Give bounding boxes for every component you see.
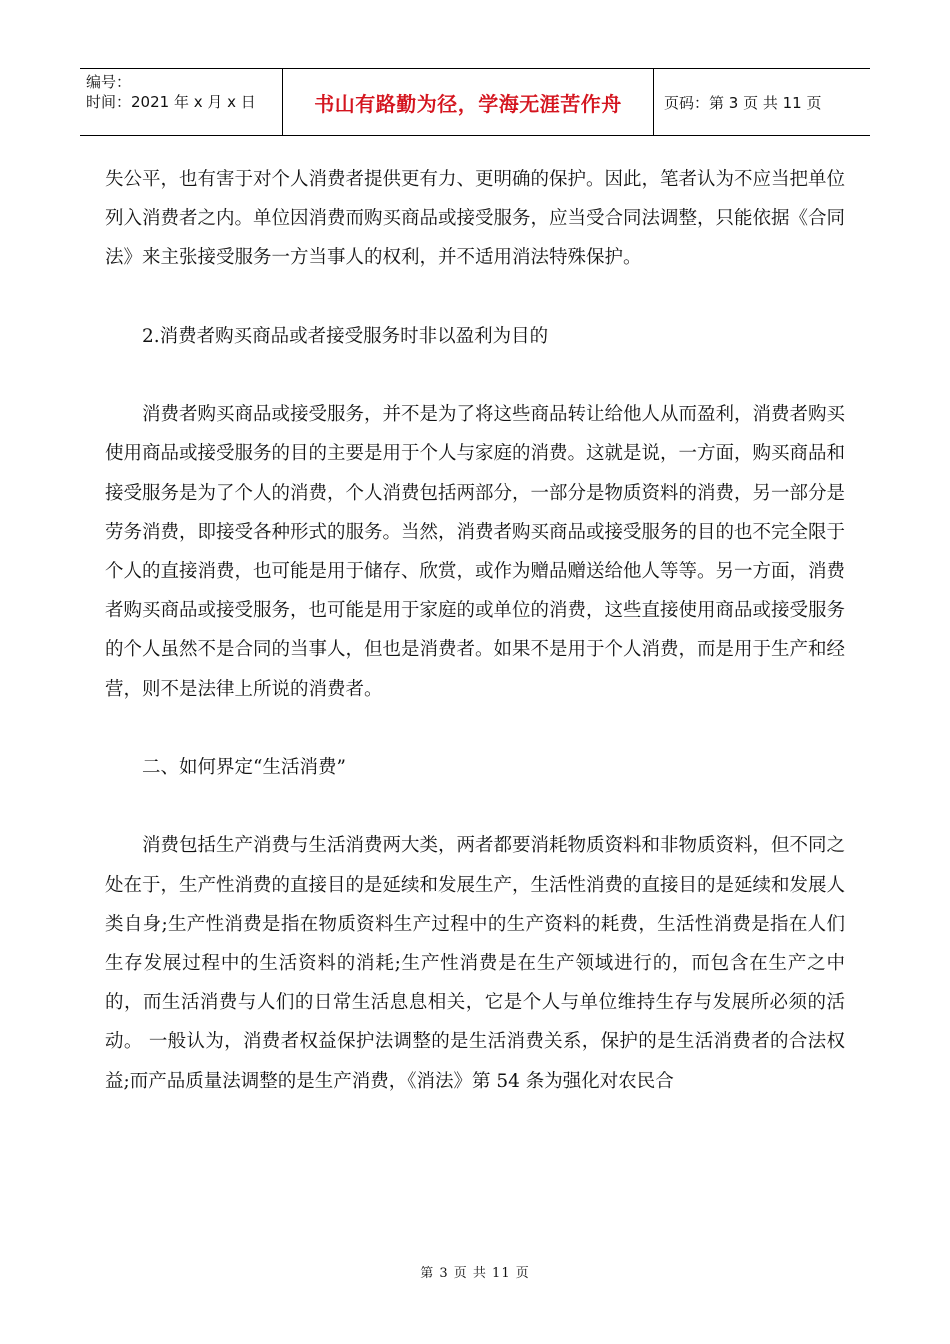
header-page-number: 页码：第 3 页 共 11 页 xyxy=(664,93,822,112)
document-body xyxy=(105,160,845,1101)
page-footer: 第 3 页 共 11 页 xyxy=(420,1266,530,1281)
document-number-label: 编号： xyxy=(86,73,132,91)
paragraph-consumer-purpose: 消费者购买商品或接受服务，并不是为了将这些商品转让给他人从而盈利，消费者购买使用商品或接受服务的目的主要是用于个人与家庭的消费。这就是说，一方面，购买商品和接受服务是为了个人的消费，个人消费包括两部分，一部分是物质资料的消费，另一部分是劳务消费，即接受各种形式的服务。当然，消费者购买商品或接受服务的目的也不完全限于个人的直接消费，也可能是用于储存、欣赏，或作为赠品赠送给他人等等。另一方面，消费者购买商品或接受服务，也可能是用于家庭的或单位的消费，这些直接使用商品或接受服务的个人虽然不是合同的当事人，但也是消费者。如果不是用于个人消费，而是用于生产和经营，则不是法律上所说的消费者。 xyxy=(105,404,846,700)
header-motto: 书山有路勤为径，学海无涯苦作舟 xyxy=(283,69,654,135)
section-heading-life-consumption: 二、如何界定“生活消费” xyxy=(142,757,346,778)
paragraph-continuation: 失公平，也有害于对个人消费者提供更有力、更明确的保护。因此，笔者认为不应当把单位列入消费者之内。单位因消费而购买商品或接受服务，应当受合同法调整，只能依据《合同法》来主张接受服务一方当事人的权利，并不适用消法特殊保护。 xyxy=(105,169,846,269)
paragraph-life-consumption: 消费包括生产消费与生活消费两大类，两者都要消耗物质资料和非物质资料，但不同之处在于，生产性消费的直接目的是延续和发展生产，生活性消费的直接目的是延续和发展人类自身;生产性消费是指在物质资料生产过程中的生产资料的耗费，生活性消费是指在人们生存发展过程中的生活资料的消耗;生产性消费是在生产领域进行的，而包含在生产之中的，而生活消费与人们的日常生活息息相关，它是个人与单位维持生存与发展所必须的活动。 一般认为，消费者权益保护法调整的是生活消费关系，保护的是生活消费者的合法权益;而产品质量法调整的是生产消费，《消法》第 54 条为强化对农民合 xyxy=(105,835,846,1092)
header-meta xyxy=(80,69,283,135)
page-header xyxy=(80,68,870,136)
section-heading-2: 2.消费者购买商品或者接受服务时非以盈利为目的 xyxy=(142,325,549,347)
document-date-label: 时间：2021 年 x 月 x 日 xyxy=(86,93,256,111)
